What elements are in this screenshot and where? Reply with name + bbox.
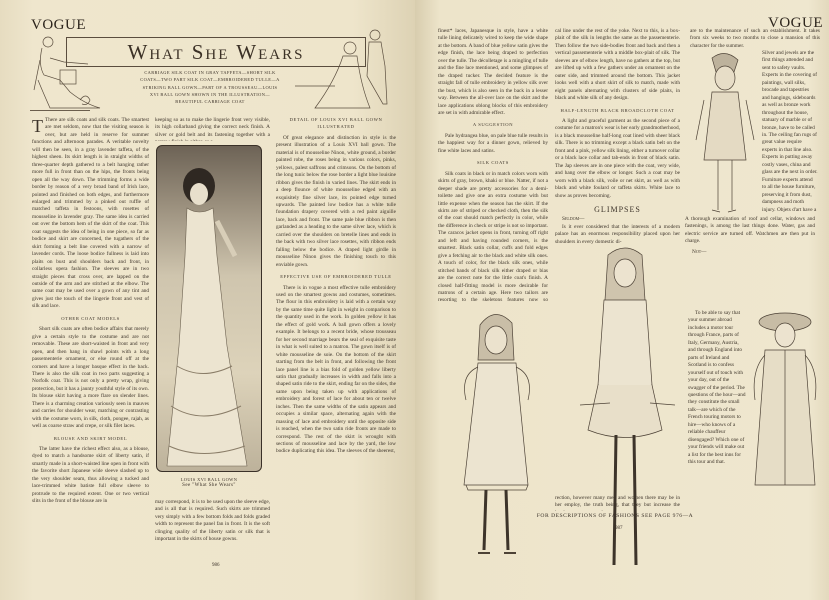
body-text: finest* laces, Japanesque in style, have a white tulle lining delicately wired to keep the wide shape at the bottom. A band of blue yellow satin gives the edge finish, the lace being draped to perfection over the tulle. The décolletage is a mingling of tulle and the fine lace mentioned, and some glimpses of the draped tucker. The decided feature is the straight fall of tulle embroidery in yellow silk over the bust, which is also seen in the back in a lesser way. Between the all-over lace on the skirt and the lace applications oblong blocks of this embroidery are set in with admirable effect. bbox=[438, 28, 548, 116]
vogue-masthead: VOGUE bbox=[768, 15, 823, 31]
body-text: A thorough examination of roof and cellar, windows and fastenings, is among the last things done. Water, gas and electric service are turned off. Watchmen are then put in charge. bbox=[685, 216, 815, 245]
right-column-2-bottom bbox=[555, 495, 680, 511]
body-text: are to the maintenance of such an establishment. It takes from six weeks to two months to close a mansion of this character for the summer. bbox=[690, 28, 820, 49]
gowned-women-illustration bbox=[295, 26, 395, 111]
body-text: cal line under the rest of the yoke. Next to this, is a box-plait of the silk in lengths the same as the passementerie. Then follow the two side-bodies front and back and then a vertical passementerie with a middle box-plait of silk. The sleeves are of elbow length, have no gathers at the top, but are lifted up with a few gathers under an ornament on the outer side, and trimmed around the bottom. This jacket looks well with a short skirt of silk to match, made with eight panels alternating with clusters of side plaits, in black and white silk of any design. bbox=[555, 28, 680, 102]
louis-xvi-ball-gown-photo bbox=[156, 145, 262, 472]
body-text: rection, however many men and women there may be in her employ, the truth being, that they but increase the bbox=[555, 495, 680, 509]
left-column-1 bbox=[32, 117, 149, 577]
section-heading: DETAIL OF LOUIS XVI BALL GOWN ILLUSTRATED bbox=[289, 117, 383, 130]
vogue-masthead: VOGUE bbox=[31, 17, 86, 33]
section-heading: BLOUSE AND SKIRT MODEL bbox=[53, 435, 128, 441]
body-text: A light and graceful garment as the second piece of a costume for a matron's wear is her early grandmotherhood, is a black mousseline half-long coat lined with sheer black silk. There is no trimming except a black satin belt on the front and a pink, yellow silk lining, either a turnover collar or a black lace collar and tab-ends in front of black satin. The Jap sleeves are in one piece with the coat, very wide, and hang over the elbow or longer. Such a coat may be worn with a black silk, voile or net skirt, as well as with black and white foulard or taffeta skirts. White lace to show as proves becoming. bbox=[555, 117, 680, 199]
page-number: 987 bbox=[615, 526, 623, 531]
right-column-2 bbox=[555, 28, 680, 274]
glimpses-title: GLIMPSES bbox=[594, 204, 641, 214]
section-heading: HALF-LENGTH BLACK BROADCLOTH COAT bbox=[560, 107, 675, 113]
girl-in-pinafore-illustration bbox=[450, 305, 550, 565]
body-text: There are silk coats and silk coats. The smartest are met seldom, now that the visiting season is over, but are held in reserve for summer functions and afternoon parades. A veritable novelty will then be seen, in a gray lavender taffeta, of the highest sheen. Its skirt length is in straight widths of three-quarter depth gathered to a belt hanging rather more full in front than on the hips, the fronts being open all the way down. The trimming forms a wide border by reason of a very broad band of Irish lace, pointed and finished on both edges, and furthermore enlarged and trimmed by a pinked out ruffle of matched taffeta in festoons, with rosettes of mousseline in lavender gray. The same idea is carried out over the bottom hem of the skirt of the coat. This coat suggests the idea of being in one piece, so far as bodice and skirt are concerned, the tugathers of the skirt forming a belt line covered with a narrow of lavender cords. The loose bodice fullness is laid into plaits on bust and shoulders back and front, in collarless opera fashion. The sleeves are in two straight pieces that cross over, are lapped on the outside of the arm and are stitched at the elbow. The same coat may be used over a gown of any tint and gives just the touch of the lingerie front and vest of silk and lace. bbox=[32, 117, 149, 310]
divider bbox=[30, 110, 90, 111]
page-number: 986 bbox=[212, 563, 220, 568]
section-heading: A SUGGESTION bbox=[472, 122, 514, 128]
section-heading: SILK COATS bbox=[477, 160, 509, 166]
what-she-wears-banner: What She Wears bbox=[66, 37, 366, 67]
body-text: There is in vogue a most effective tulle embroidery used on the smartest gowns and costumes, sometimes. The flour in this embroidery is laid with a certain way by the same time quite light in weight in comparison to the quantity used in the work. In golden yellow it has the effect of gold work. A ball gown offers a lovely example. It belongs to a recent bride, whose trousseau for her second marriage bears the seal of exquisite taste in what is well suited to a matron. The gown itself is of white mousseline de soie. On the bottom of the skirt starting from the belt in front, and following the front lace panel line is a bias fold of golden yellow liberty satin that gradually increases in width and falls into a shaped satin ride to the skirt, ending far on the sides, the same upon being taken up with applications of embroidery and forest of lace for about ten or twelve inches. Then the same widths of the satin appears and occupies a similar space, alternating again with the massing of lace and embroidery until the opposite side is reached, when the two satin ride fronts are made to correspond. The rest of the skirt is wrought with sections of mousseline and lace by the yard, the low bodice duplicating this idea. The sleeves of the sheerest, bbox=[276, 284, 396, 455]
girl-in-tunic-illustration bbox=[580, 245, 675, 575]
left-column-2-top bbox=[155, 117, 270, 141]
right-page bbox=[415, 0, 829, 600]
body-text: keeping so as to make the lingerie front very visible, its high collarband giving the correct neck finish. A silver or gold belt and its fastening together with a bbox=[155, 117, 270, 138]
caption-reference: See "What She Wears" bbox=[182, 483, 236, 488]
body-text: Pale hydrangea blue, on pale blue tulle results in the happiest way for a dinner gown, relieved by fine white laces and satins. bbox=[438, 132, 548, 154]
body-text: Silk coats in black or in match colors worn with skirts of gray, brown, khaki or blue. Natter, if not a deeper shade are pretty accessories for a demi-toilette and give one an extra costume with but little expense when the season has the skirt. If the skirts are of striped or checked cloth, then the silk of the coat should match perfectly in color, while the difference in check or stripe is not so important. The caracos jacket opens in front, turning off right and left and having rounded corners, is the smartest. Black satin collar, cuffs and fold edges give a fetching air to the black and white silk ones. A touch of color, for the black silk ones, while stitched bands of black silk either draped or bias are the correct note for the little coat's finish. A closed half-fitting model is more desirable for matrons of a certain age. Here two tailors are resorting to the skeletons features now so bbox=[438, 170, 548, 303]
drop-cap: T bbox=[32, 117, 43, 136]
fashion-descriptions-note: FOR DESCRIPTIONS OF FASHIONS SEE PAGE 976—A bbox=[536, 513, 694, 519]
body-text: may correspond, it is to be used upon the sleeve edge, and is all that is required. Such skirts are trimmed very simply with a few bottom folds and folds graded width to represent the panel fan in front. It is the soft clinging quality of the liberty satin or silk that is important in the skirts of house gowns. bbox=[155, 499, 270, 543]
left-column-3 bbox=[276, 114, 396, 577]
left-column-2-bottom bbox=[155, 499, 270, 571]
right-column-3-bottom bbox=[688, 310, 746, 510]
body-text: Is it ever considered that the interests of a modern palace has an enormous responsibility placed upon her shoulders in every domestic di- bbox=[555, 223, 680, 245]
girl-in-jacket-illustration bbox=[690, 50, 760, 220]
right-column-3-narrow bbox=[762, 50, 818, 214]
caption-title: LOUIS XVI BALL GOWN bbox=[180, 477, 238, 482]
article-subtitle: CARRIAGE SILK COAT IN GRAY TAFFETA—SHORT SILK COATS—TWO PART SILK COAT—EMBROIDERED TULLE—A STRIKING BALL GOWN—PART OF A TROUSSEAU—LOUIS XVI BALL GOWN SHOWN IN THE ILLUSTRATION—BEAUTIFUL CARRIAGE COAT bbox=[140, 70, 280, 105]
lead-in: Seldom— bbox=[562, 216, 585, 223]
right-column-1 bbox=[438, 28, 548, 303]
section-heading: EFFECTIVE USE OF EMBROIDERED TULLE bbox=[280, 274, 392, 280]
lead-in: Not— bbox=[692, 248, 707, 255]
section-heading: OTHER COAT MODELS bbox=[61, 315, 120, 321]
right-column-3-mid bbox=[685, 216, 815, 306]
body-text: To be able to say that your summer abroad includes a motor tour through France, parts of Italy, Germany, Austria, and through England into parts of Ireland and Scotland is to confess yourself out of touch with your day, out of the swagger of the period. The questions of the hour—and they constitute the small talk—are which of the French touring motors to hire—who knows of a reliable chauffeur disengaged? Which one of your friends will make out a list for the best inns for this tour and that. bbox=[688, 310, 746, 466]
body-text: Of great elegance and distinction in style is the present illustration of a Louis XVI ball gown. The material is of mousseline Ninon, white ground, a border painted robe, the roses being in various colors, pinks, yellows, palest saffrons and crimsons. On the bottom of the long tunic below the rose border a light blue louisine ribbon gives the finish in varied lines. The skirt ends in a deep flounce of white mousseline edged with an exquisitely fine silver lace, its pointed edge turned upwards. The painted low bodice has a white tulle foundation drapery covered with a red paint aiguille lace, back and front. The same pale blue ribbon is then garlanded as a heading to the same silver lace, which is carried over the shoulders on bretelle lines and ends in the back with two silver lace rosettes, with ribbon ends falling below the bodice. A draped light girdle in mousseline Ninon gives the finishing touch to this enviable gown. bbox=[276, 134, 396, 268]
photo-caption bbox=[155, 477, 263, 489]
right-column-3-top bbox=[690, 28, 820, 50]
body-text: Silver and jewels are the first things attended and sent to safety vaults. Experts in the covering of paintings, wall silks, brocade and tapestries and hangings, sideboards as well as bronze work throughout the house, statuary of marble or of bronze, have to be called in. The ceiling fan rugs of great value require experts in that line also. Experts in putting away costly vases, china and glass are the next in order. Furniture experts attend to all the house furniture, preserving it from dust, dampness and moth injury. Objets d'art have a bbox=[762, 50, 818, 213]
body-text: Short silk coats are often bodice affairs that merely give a certain style to the costume and are not removable. These are short-waisted in front and very open, and then hang in shawl points with a long passementerie ornament, or else round off at the corners and have a longer basque effect in the back. There is also the silk coat in two parts suggesting a Norfolk coat. This is not only a pretty wrap, giving protection, but it has a jaunty youthful style of its own. Its blouse skirt having a more flare on slender lines. There is a charming creation variously seen in mauves and carries for shoulder wear, matching or contrasting with the costume worn, in silk, cloth, pongee, rajah, as well as coarse straw and crepe, or silk filet laces. bbox=[32, 326, 149, 430]
body-text: The latter have the richest effect also, as a blouse, dyed to match a handsome skirt of liberty satin, if smartly made in a short-waisted line open in front with the favorite short Japanese wide sleeve slashed up to the very shoulder seam, thus allowing a tucked and lace-trimmed white batiste full elbow sleeve to protrude to the required extent. One or two vertical slits in the front of the blouse are in bbox=[32, 446, 149, 505]
girl-in-hat-coat-illustration bbox=[745, 310, 825, 490]
